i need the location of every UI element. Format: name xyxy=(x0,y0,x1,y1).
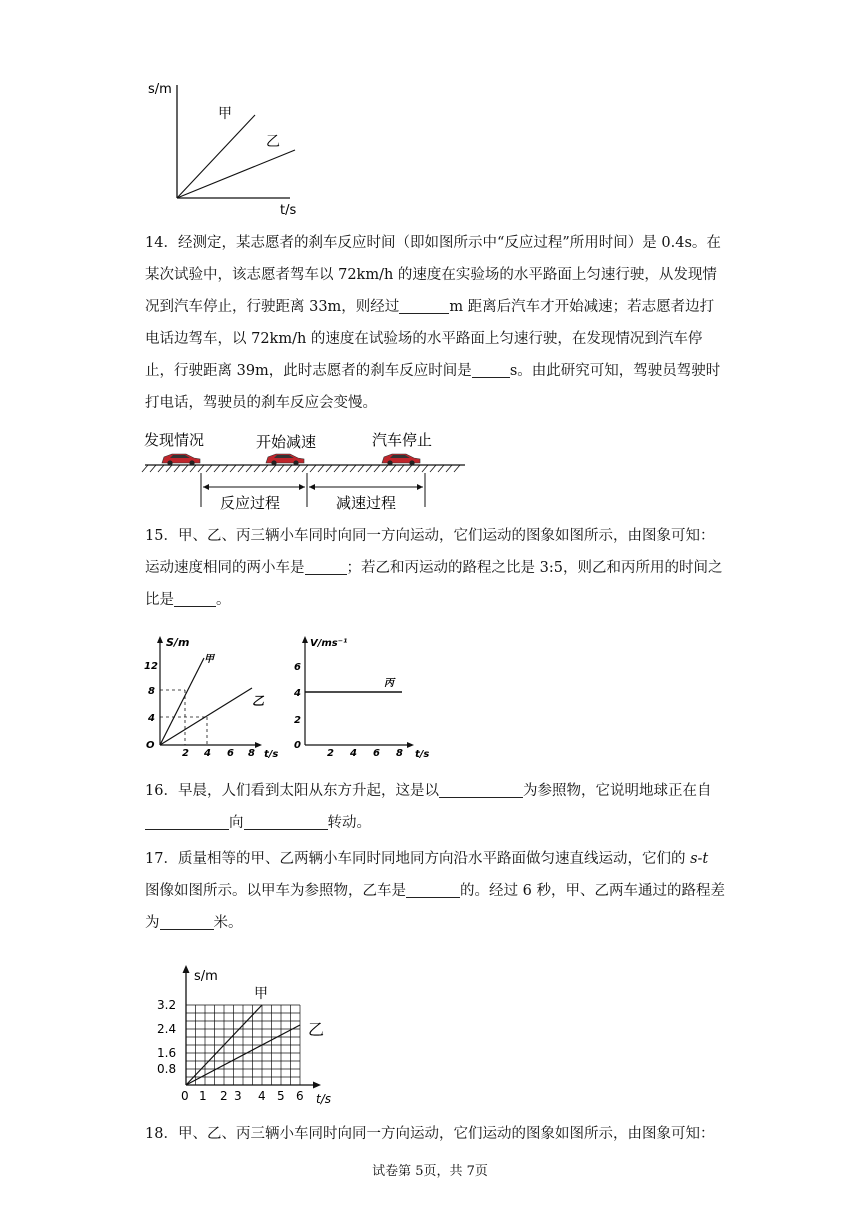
fig15-left-ytick-12: 12 xyxy=(144,661,158,672)
fig17-line-b-label: 乙 xyxy=(308,1020,325,1039)
fig17-line-a-label: 甲 xyxy=(254,986,268,1002)
fig15-right-origin: 0 xyxy=(294,740,301,751)
q16-blank-1[interactable] xyxy=(439,779,523,798)
q17-text-4: 米。 xyxy=(213,915,243,931)
car-icon xyxy=(382,454,420,466)
fig15-left-ytick-8: 8 xyxy=(148,686,155,697)
fig14-label-decel-start: 开始减速 xyxy=(256,433,317,451)
fig15-left-graph xyxy=(144,636,278,760)
fig14-braking-diagram xyxy=(140,425,480,520)
q17-text-1: ．质量相等的甲、乙两辆小车同时同地同方向沿水平路面做匀速直线运动，它们的 xyxy=(163,851,691,867)
fig17-ytick-2.4: 2.4 xyxy=(157,1022,177,1036)
fig14-label-decel: 减速过程 xyxy=(336,494,397,512)
fig17-origin: 0 xyxy=(181,1089,189,1103)
fig14-label-stop: 汽车停止 xyxy=(372,431,433,449)
q16-blank-3[interactable] xyxy=(244,811,328,830)
fig17-ytick-0.8: 0.8 xyxy=(157,1062,177,1076)
fig13-ylabel: s/m xyxy=(148,82,172,97)
fig15-graphs xyxy=(140,630,430,765)
fig15-left-ylabel: S/m xyxy=(166,636,190,649)
q16-text-4: 转动。 xyxy=(327,815,371,831)
fig15-right-line-c-label: 丙 xyxy=(384,678,394,689)
fig17-ytick-3.2: 3.2 xyxy=(157,998,177,1012)
fig15-left-origin: O xyxy=(146,740,155,751)
fig17-xtick-4: 4 xyxy=(258,1089,266,1103)
q16-number: 16 xyxy=(145,783,164,799)
q18-text-1: ．甲、乙、丙三辆小车同时向同一方向运动，它们运动的图象如图所示，由图象可知： xyxy=(163,1126,715,1142)
q15-text-2: ；若乙和丙运动的路程之比是 3:5，则乙和丙所用的时间之比是 xyxy=(145,560,723,608)
q15-text-3: 。 xyxy=(216,592,231,608)
fig17-xtick-3: 3 xyxy=(234,1089,242,1103)
q14-text-3: s。由此研究可知，驾驶员驾驶时打电话，驾驶员的刹车反应会变慢。 xyxy=(145,363,721,411)
fig15-right-ylabel: V/ms⁻¹ xyxy=(310,638,348,649)
fig14-label-discover: 发现情况 xyxy=(144,431,205,449)
fig17-graph xyxy=(150,960,350,1105)
fig15-left-xtick-2: 2 xyxy=(182,748,189,759)
question-17 xyxy=(145,843,725,939)
fig15-right-xtick-8: 8 xyxy=(396,748,403,759)
q17-blank-1[interactable] xyxy=(406,879,460,898)
fig15-right-ytick-6: 6 xyxy=(294,662,301,673)
fig17-xlabel: t/s xyxy=(316,1092,331,1105)
fig17-ylabel: s/m xyxy=(194,969,218,984)
fig17-xtick-5: 5 xyxy=(277,1089,285,1103)
fig17-xtick-6: 6 xyxy=(296,1089,304,1103)
q16-text-2: 为参照物，它说明地球正在自 xyxy=(522,783,712,799)
question-16 xyxy=(145,775,725,839)
q17-italic-st: s-t xyxy=(690,851,709,867)
q17-blank-2[interactable] xyxy=(160,911,214,930)
fig17-xtick-1: 1 xyxy=(199,1089,207,1103)
q14-number: 14 xyxy=(145,235,164,251)
q15-text-1: ．甲、乙、丙三辆小车同时向同一方向运动，它们运动的图象如图所示，由图象可知：运动速度相同的两小车是 xyxy=(145,528,715,576)
q18-number: 18 xyxy=(145,1126,164,1142)
fig15-right-xtick-2: 2 xyxy=(327,748,334,759)
fig17-ytick-1.6: 1.6 xyxy=(157,1046,177,1060)
fig14-label-reaction: 反应过程 xyxy=(220,494,281,512)
q14-blank-1[interactable] xyxy=(399,295,449,314)
q14-text-1: ．经测定，某志愿者的刹车反应时间（即如图所示中“反应过程”所用时间）是 0.4s。在某次试验中，该志愿者驾车以 72km/h 的速度在实验场的水平路面上匀速行驶，从发现情况到汽车停止，行驶距离 33m，则经过 xyxy=(145,235,721,315)
fig15-left-xtick-8: 8 xyxy=(248,748,255,759)
q17-text-3: 的。经过 6 秒，甲、乙两车通过的路程差为 xyxy=(145,883,725,931)
q16-text-3: 向 xyxy=(229,815,244,831)
fig15-right-ytick-4: 4 xyxy=(294,688,301,699)
fig15-right-graph xyxy=(293,636,429,760)
car-icon xyxy=(162,454,200,466)
q15-number: 15 xyxy=(145,528,164,544)
q17-text-2: 图像如图所示。以甲车为参照物，乙车是 xyxy=(145,883,406,899)
fig13-graph xyxy=(140,70,320,220)
fig15-right-xtick-6: 6 xyxy=(373,748,380,759)
fig15-right-xtick-4: 4 xyxy=(350,748,357,759)
fig15-left-line-b-label: 乙 xyxy=(252,694,265,708)
q16-blank-2[interactable] xyxy=(145,811,229,830)
q14-text-2: m 距离后汽车才开始减速；若志愿者边打电话边驾车，以 72km/h 的速度在试验场的水平路面上匀速行驶，在发现情况到汽车停止，行驶距离 39m，此时志愿者的刹车反应时间是 xyxy=(145,299,715,379)
fig15-left-xtick-6: 6 xyxy=(227,748,234,759)
fig15-right-ytick-2: 2 xyxy=(294,715,301,726)
q14-blank-2[interactable] xyxy=(472,359,510,378)
q15-blank-1[interactable] xyxy=(305,556,347,575)
q15-blank-2[interactable] xyxy=(174,588,216,607)
q16-text-1: ．早晨，人们看到太阳从东方升起，这是以 xyxy=(163,783,439,799)
fig15-left-ytick-4: 4 xyxy=(148,713,155,724)
fig15-left-line-a-label: 甲 xyxy=(204,654,214,665)
question-14 xyxy=(145,227,725,419)
fig13-line-a-label: 甲 xyxy=(218,106,232,122)
question-18 xyxy=(145,1118,725,1150)
question-15 xyxy=(145,520,725,616)
q17-number: 17 xyxy=(145,851,164,867)
page-footer: 试卷第 5页，共 7页 xyxy=(372,1164,488,1179)
fig15-left-xlabel: t/s xyxy=(264,749,279,760)
fig17-xtick-2: 2 xyxy=(220,1089,228,1103)
fig13-line-b-label: 乙 xyxy=(266,134,280,150)
fig15-right-xlabel: t/s xyxy=(415,749,430,760)
car-icon xyxy=(266,454,304,466)
fig13-xlabel: t/s xyxy=(280,203,297,218)
fig15-left-xtick-4: 4 xyxy=(204,748,211,759)
